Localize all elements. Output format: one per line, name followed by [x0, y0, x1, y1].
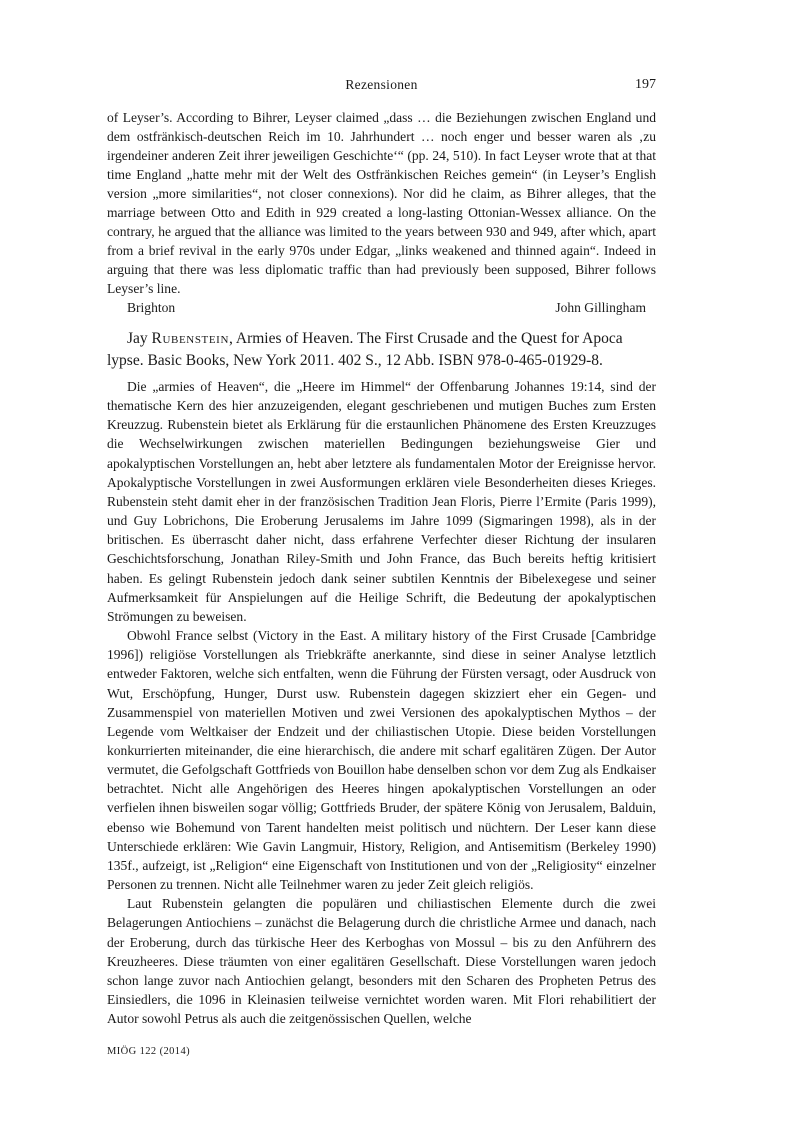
review-author-first-name: Jay	[127, 330, 152, 347]
review-paragraph: Laut Rubenstein gelangten die populären und chiliastischen Elemente durch die zwei Belagerungen Antiochiens – zunächst die Belagerung durch die christliche Armee und danach, nach der Eroberung, durch das türkische Heer des Kerboghas von Mossul – bis zu den Anführern des Kreuzheeres. Diese träumten von einer egalitären Gesellschaft. Diese Vorstellungen waren jedoch schon lange zuvor nach Antiochien gelangt, besonders mit den Scharen des Propheten Petrus des Einsiedlers, die 1096 in Kleinasien teilweise vernichtet worden waren. Mit Flori rehabilitiert der Autor sowohl Petrus als auch die zeitgenössischen Quellen, welche	[107, 896, 656, 1027]
previous-review-paragraph: of Leyser’s. According to Bihrer, Leyser claimed „dass … die Beziehungen zwischen England und dem ostfränkisch-deutschen Reich im 10. Jahrhundert … noch enger und besser waren als ‚zu irgendeiner anderen Zeit ihrer jeweiligen Geschichte‘“ (pp. 24, 510). In fact Leyser wrote that at that time England „hatte mehr mit der Welt des Ostfränkischen Reiches gemein“ (in Leyser’s English version „more similarities“, not closer connexions). Nor did he claim, as Bihrer alleges, that the marriage between Otto and Edith in 929 created a long-lasting Ottonian-Wessex alliance. On the contrary, he argued that the alliance was limited to the years between 930 and 949, after which, apart from a brief revival in the early 970s under Edgar, „links weakened and thinned again“. Indeed in arguing that there was less diplomatic traffic than had previously been supposed, Bihrer follows Leyser’s line.	[107, 110, 656, 297]
review-author-last-name: Rubenstein	[151, 330, 229, 347]
reviewer-name: John Gillingham	[555, 300, 646, 316]
review-book-details: lypse. Basic Books, New York 2011. 402 S., 12 Abb. ISBN 978-0-465-01929-8.	[107, 351, 603, 369]
running-head-title: Rezensionen	[345, 77, 418, 92]
review-paragraph: Obwohl France selbst (Victory in the East. A military history of the First Crusade [Cambridge 1996]) religiöse Vorstellungen als Triebkräfte anerkannte, sind diese in seiner Analyse letztlich entweder Faktoren, welche sich entfalten, wenn die Führung der Fürsten versagt, oder Ausdruck von Wut, Erschöpfung, Hunger, Durst usw. Rubenstein dagegen skizziert eher ein Gegen- und Zusammenspiel von materiellen Motiven und zwei Versionen des apokalyptischen Mythos – der Legende vom Weltkaiser der Endzeit und der chiliastischen Utopie. Diese beiden Vorstellungen konkurrierten miteinander, die eine hierarchisch, die andere mit scharf egalitären Zügen. Der Autor vermutet, die Gefolgschaft Gottfrieds von Bouillon habe denselben schon vor dem Zug als Endkaiser betrachtet. Nicht alle Angehörigen des Heeres hingen apokalyptischen Vorstellungen an oder verfielen ihnen bisweilen sogar völlig; Gottfrieds Bruder, der spätere König von Jerusalem, Balduin, ebenso wie Bohemund von Tarent handelten meist politisch und nüchtern. Der Leser kann diese Unterschiede erklären: Wie Gavin Langmuir, History, Religion, and Antisemitism (Berkeley 1990) 135f., aufzeigt, ist „Religion“ eine Eigenschaft von Institutionen und von der „Religiosity“ einzelner Personen zu trennen. Nicht alle Teilnehmer waren zu jeder Zeit gleich religiös.	[107, 628, 656, 893]
review-heading	[107, 328, 656, 371]
reviewer-place: Brighton	[127, 300, 176, 316]
review-signature	[107, 298, 656, 317]
review-paragraph: Die „armies of Heaven“, die „Heere im Himmel“ der Offenbarung Johannes 19:14, sind der thematische Kern des hier anzuzeigenden, elegant geschriebenen und mutigen Buches zum Ersten Kreuzzug. Rubenstein bietet als Erklärung für die erstaunlichen Phänomene des Ersten Kreuzzuges die Wechselwirkungen zwischen materiellen Bedingungen beziehungsweise Gier und apokalyptischen Vorstellungen an, hebt aber letztere als fundamentalen Motor der Ereignisse hervor. Apokalyptische Vorstellungen in zwei Ausformungen erklären viele Besonderheiten dieses Krieges. Rubenstein steht damit eher in der französischen Tradition Jean Floris, Pierre l’Ermite (Paris 1999), und Guy Lobrichons, Die Eroberung Jerusalems im Jahre 1099 (Sigmaringen 1998), als in der britischen. Es überrascht daher nicht, dass erfahrene Verfechter dieser Richtung der insularen Geschichtsforschung, Jonathan Riley-Smith und John France, das Buch bereits heftig kritisiert haben. Es gelingt Rubenstein jedoch dank seiner subtilen Kenntnis der Bibelexegese und seiner Aufmerksamkeit für Anspielungen auf die Heilige Schrift, die Bedeutung der apokalyptischen Strömungen zu beweisen.	[107, 379, 656, 624]
running-head	[107, 77, 656, 95]
review-body	[107, 377, 656, 1028]
page-number: 197	[635, 77, 656, 92]
review-book-title: , Armies of Heaven. The First Crusade and the Quest for Apoca	[229, 330, 623, 347]
journal-footer: MIÖG 122 (2014)	[107, 1046, 190, 1057]
previous-review-ending	[107, 108, 656, 317]
